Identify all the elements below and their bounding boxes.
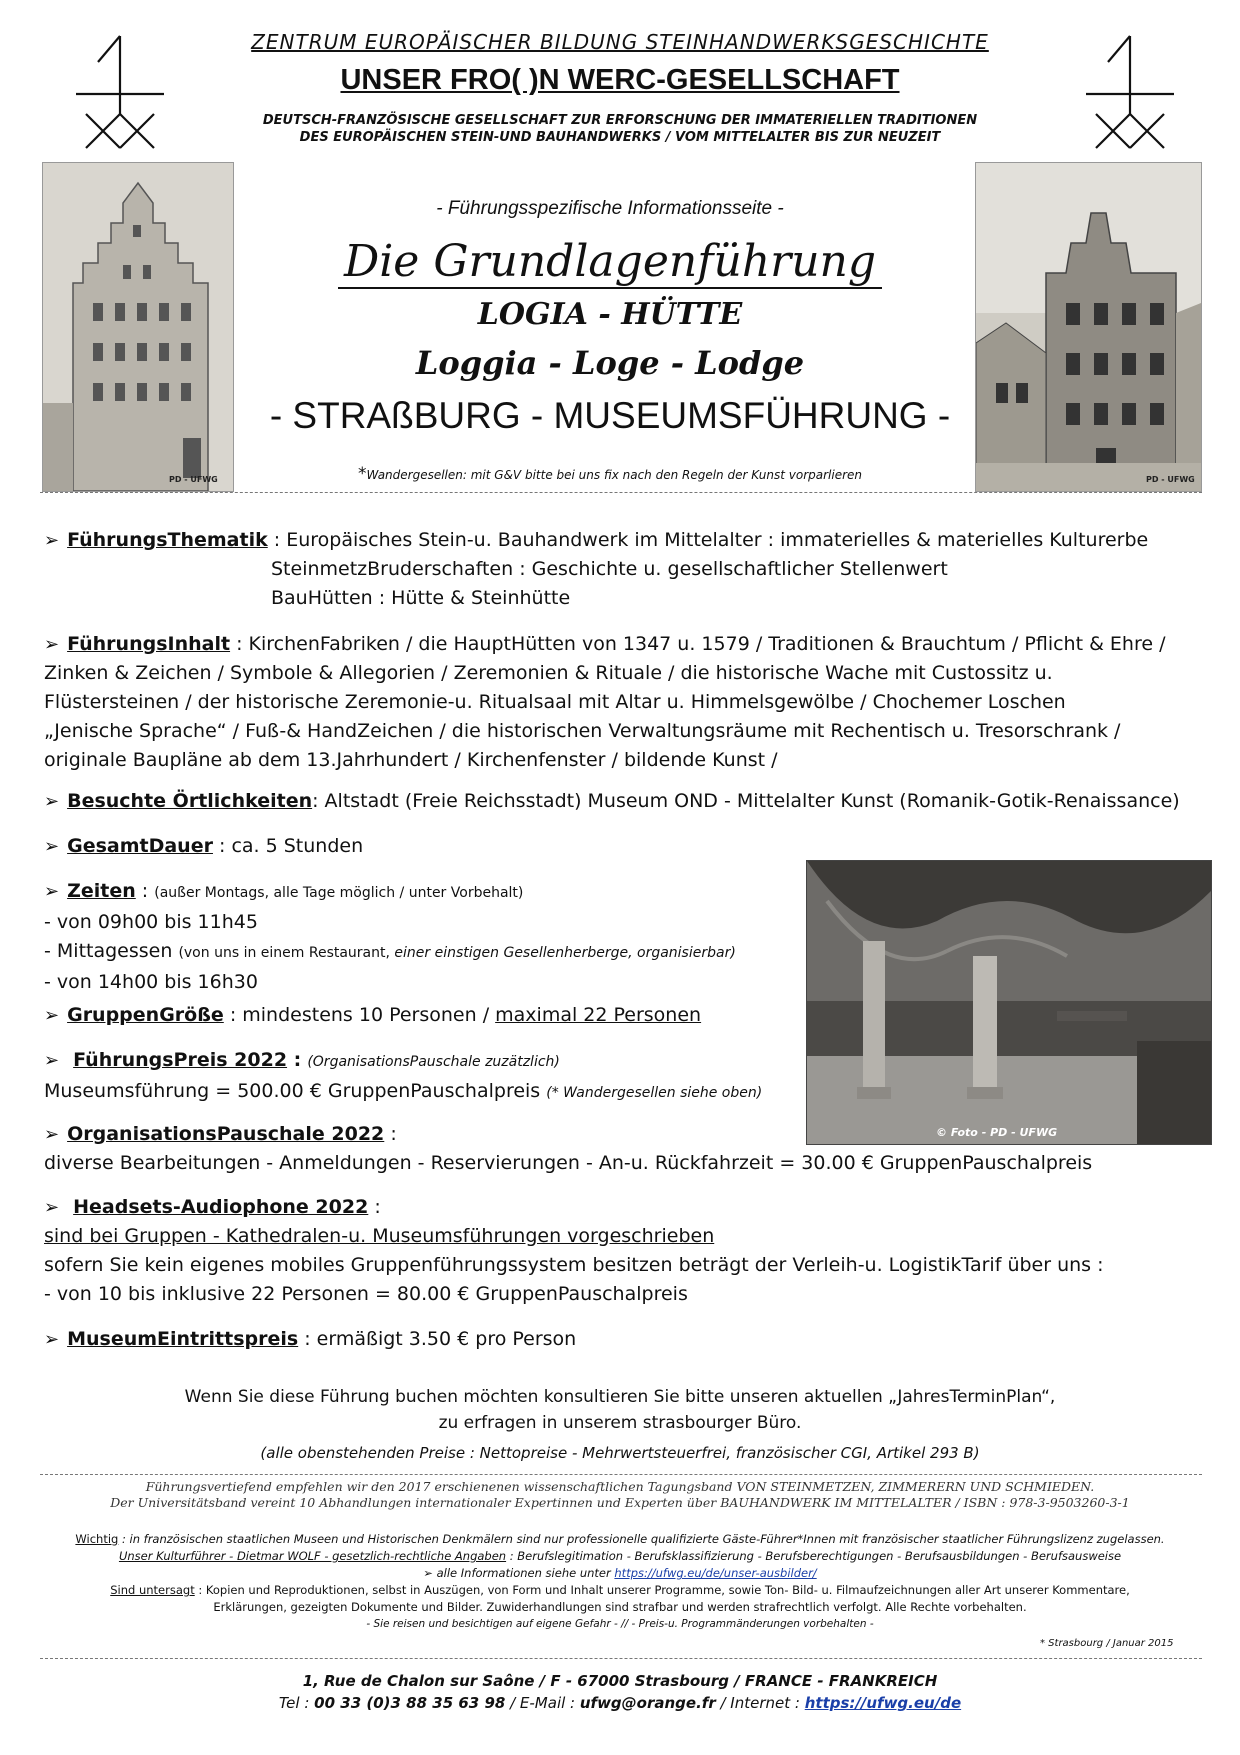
- tel-number[interactable]: 00 33 (0)3 88 35 63 98: [314, 1694, 506, 1712]
- gothic-hall-photo: [806, 860, 1212, 1145]
- pauschale-line: diverse Bearbeitungen - Anmeldungen - Reservierungen - An-u. Rückfahrzeit = 30.00 € GruppenPauschalpreis: [44, 1152, 1093, 1174]
- eintritt-text: : ermäßigt 3.50 € pro Person: [298, 1328, 577, 1350]
- thematik-label: FührungsThematik: [67, 529, 268, 551]
- preis-line: Museumsführung = 500.00 € GruppenPauschalpreis: [44, 1080, 547, 1102]
- book-recommendation-line2: Der Universitätsband vereint 10 Abhandlungen internationaler Expertinnen und Experten über BAUHANDWERK IM MITTELALTER / ISBN : 978-3-9503260-3-1: [110, 1495, 1130, 1510]
- wander-star: *: [357, 464, 367, 484]
- email-label: / E-Mail :: [505, 1694, 580, 1712]
- preis-line-note: (* Wandergesellen siehe oben): [546, 1085, 763, 1101]
- arrow-icon: ➢: [44, 1124, 60, 1145]
- booking-info: [100, 1384, 1140, 1436]
- arrow-icon: ➢: [44, 634, 60, 655]
- org-name-line: ZENTRUM EUROPÄISCHER BILDUNG STEINHANDWERKSGESCHICHTE: [251, 30, 989, 54]
- zeiten-line2b: (von uns in einem Restaurant,: [178, 945, 395, 961]
- zeiten-line1: - von 09h00 bis 11h45: [44, 911, 258, 933]
- arrow-icon: ➢: [44, 530, 60, 551]
- internet-label: / Internet :: [715, 1694, 805, 1712]
- book-recommendation: [60, 1479, 1180, 1511]
- zeiten-note: (außer Montags, alle Tage möglich / unter Vorbehalt): [154, 885, 524, 901]
- arrow-icon: ➢: [44, 791, 60, 812]
- arrow-icon: ➢: [44, 1329, 60, 1350]
- email-address[interactable]: ufwg@orange.fr: [579, 1694, 716, 1712]
- groesse-max: maximal 22 Personen: [495, 1004, 702, 1026]
- eintritt-label: MuseumEintrittspreis: [67, 1328, 299, 1350]
- kulturfuehrer-label: Unser Kulturführer - Dietmar WOLF - gesetzlich-rechtliche Angaben: [118, 1549, 507, 1563]
- section-dauer: [44, 832, 744, 861]
- thematik-line1: : Europäisches Stein-u. Bauhandwerk im Mittelalter : immaterielles & materielles Kulturerbe: [267, 529, 1149, 551]
- wander-text: Wandergesellen: mit G&V bitte bei uns fix nach den Regeln der Kunst vorparlieren: [366, 468, 863, 482]
- untersagt-text2: Erklärungen, gezeigten Dokumente und Bilder. Zuwiderhandlungen sind strafbar und werden strafrechtlich verfolgt. Alle Rechte vorbehalten.: [213, 1600, 1027, 1614]
- address-line: 1, Rue de Chalon sur Saône / F - 67000 Strasbourg / FRANCE - FRANKREICH: [302, 1672, 938, 1690]
- divider-top: [40, 492, 1202, 493]
- arrow-icon: ➢: [44, 836, 60, 857]
- groesse-text: : mindestens 10 Personen /: [223, 1004, 496, 1026]
- section-thematik: [44, 526, 1214, 613]
- untersagt-label: Sind untersagt: [110, 1583, 195, 1597]
- inhalt-line5: originale Baupläne ab dem 13.Jahrhundert / Kirchenfenster / bildende Kunst /: [44, 749, 778, 771]
- headsets-line1: sind bei Gruppen - Kathedralen-u. Museumsführungen vorgeschrieben: [44, 1225, 715, 1247]
- booking-line2: zu erfragen in unserem strasbourger Büro.: [438, 1413, 802, 1433]
- page-title-text: Die Grundlagenführung: [338, 236, 882, 289]
- eigene-gefahr: - Sie reisen und besichtigen auf eigene Gefahr - // - Preis-u. Programmänderungen vorbehalten -: [366, 1618, 874, 1630]
- section-groesse: [44, 1001, 794, 1030]
- legal-notice: [60, 1531, 1180, 1633]
- dauer-text: : ca. 5 Stunden: [212, 835, 364, 857]
- inhalt-line4: „Jenische Sprache“ / Fuß-& HandZeichen / die historischen Verwaltungsräume mit Rechentisch u. Tresorschrank /: [44, 720, 1121, 742]
- society-description-line2: DES EUROPÄISCHEN STEIN-UND BAUHANDWERKS / VOM MITTELALTER BIS ZUR NEUZEIT: [299, 130, 941, 145]
- wandergesellen-note: [260, 464, 960, 484]
- thematik-line3: BauHütten : Hütte & Steinhütte: [271, 587, 571, 609]
- preis-colon: :: [287, 1049, 302, 1071]
- divider-middle: [40, 1474, 1202, 1475]
- info-text: alle Informationen siehe unter: [436, 1566, 615, 1580]
- book-recommendation-line1: Führungsvertiefend empfehlen wir den 2017 erschienenen wissenschaftlichen Tagungsband VON STEINMETZEN, ZIMMERERN UND SCHMIEDEN.: [145, 1479, 1095, 1494]
- page-subtitle: - Führungsspezifische Informationsseite -: [436, 198, 784, 219]
- oertlichkeiten-label: Besuchte Örtlichkeiten: [67, 790, 313, 812]
- page-title: [260, 236, 960, 287]
- oertlichkeiten-text: : Altstadt (Freie Reichsstadt) Museum OND - Mittelalter Kunst (Romanik-Gotik-Renaissance): [312, 790, 1180, 812]
- headsets-label: Headsets-Audiophone 2022: [73, 1196, 369, 1218]
- section-headsets: [44, 1193, 1214, 1309]
- arrow-icon: ➢: [44, 881, 60, 902]
- groesse-label: GruppenGröße: [67, 1004, 224, 1026]
- wichtig-text: : in französischen staatlichen Museen und Historischen Denkmälern sind nur professionelle qualifizierte Gäste-Führer*Innen mit französischer staatlicher Führungslizenz zugelassen.: [118, 1532, 1165, 1546]
- contact-address: [60, 1670, 1180, 1714]
- section-eintritt: [44, 1325, 1214, 1354]
- inhalt-line1: : KirchenFabriken / die HauptHütten von 1347 u. 1579 / Traditionen & Brauchtum / Pflicht & Ehre /: [230, 633, 1166, 655]
- building-photo-left: [42, 162, 234, 492]
- tel-label: Tel :: [278, 1694, 315, 1712]
- booking-line1: Wenn Sie diese Führung buchen möchten konsultieren Sie bitte unseren aktuellen „JahresTerminPlan“,: [184, 1387, 1056, 1407]
- society-name: UNSER FRO( )N WERC-GESELLSCHAFT: [340, 64, 900, 96]
- mason-mark-logo-left: [76, 32, 164, 150]
- headsets-line2: sofern Sie kein eigenes mobiles Gruppenführungssystem besitzen beträgt der Verleih-u. LogistikTarif über uns :: [44, 1254, 1104, 1276]
- society-description-line1: DEUTSCH-FRANZÖSISCHE GESELLSCHAFT ZUR ERFORSCHUNG DER IMMATERIELLEN TRADITIONEN: [262, 113, 978, 128]
- inhalt-line2: Zinken & Zeichen / Symbole & Allegorien / Zeremonien & Rituale / die historische Wache mit Custossitz u.: [44, 662, 1053, 684]
- arrow-icon: ➢: [44, 1005, 60, 1026]
- document-date: * Strasbourg / Januar 2015: [1040, 1638, 1174, 1649]
- arrow-icon: ➢: [423, 1566, 437, 1580]
- dauer-label: GesamtDauer: [67, 835, 213, 857]
- preis-note: (OrganisationsPauschale zuzätzlich): [307, 1054, 560, 1070]
- pauschale-colon: :: [384, 1123, 397, 1145]
- society-description: [160, 112, 1080, 146]
- image-caption-right: PD - UFWG: [1146, 475, 1195, 484]
- section-zeiten: ➢ Zeiten : (außer Montags, alle Tage möglich / unter Vorbehalt) - von 09h00 bis 11h45 - Mittagessen (von uns in einem Restaurant, einer einstigen Gesellenherberge, organisierbar) - von 14h00 bis 16h30: [44, 877, 804, 997]
- ausbilder-link[interactable]: https://ufwg.eu/de/unser-ausbilder/: [614, 1566, 817, 1580]
- price-note: (alle obenstehenden Preise : Nettopreise - Mehrwertsteuerfrei, französischer CGI, Artikel 293 B): [260, 1444, 980, 1462]
- website-link[interactable]: https://ufwg.eu/de: [804, 1694, 962, 1712]
- section-inhalt: [44, 630, 1214, 775]
- inhalt-label: FührungsInhalt: [67, 633, 231, 655]
- image-caption-left: PD - UFWG: [169, 475, 218, 484]
- zeiten-line3: - von 14h00 bis 16h30: [44, 971, 258, 993]
- kulturfuehrer-text: : Berufslegitimation - Berufsklassifizierung - Berufsberechtigungen - Berufsausbildungen - Berufsausweise: [506, 1549, 1122, 1563]
- untersagt-text1: : Kopien und Reproduktionen, selbst in Auszügen, von Form und Inhalt unserer Programme, sowie Ton- Bild- u. Filmaufzeichnungen aller Art unserer Kommentare,: [194, 1583, 1130, 1597]
- zeiten-label: Zeiten: [67, 880, 136, 902]
- arrow-icon: ➢: [44, 1197, 60, 1218]
- pauschale-label: OrganisationsPauschale 2022: [67, 1123, 385, 1145]
- section-oertlichkeiten: [44, 787, 1214, 816]
- inhalt-line3: Flüstersteinen / der historische Zeremonie-u. Ritualsaal mit Altar u. Himmelsgewölbe / Chochemer Loschen: [44, 691, 1066, 713]
- thematik-line2: SteinmetzBruderschaften : Geschichte u. gesellschaftlicher Stellenwert: [271, 558, 948, 580]
- tour-type-heading: - STRAßBURG - MUSEUMSFÜHRUNG -: [269, 395, 951, 436]
- logia-heading: LOGIA - HÜTTE: [477, 297, 743, 332]
- mason-mark-logo-right: [1086, 32, 1174, 150]
- wichtig-label: Wichtig: [75, 1532, 119, 1546]
- arrow-icon: ➢: [44, 1050, 60, 1071]
- divider-bottom: [40, 1658, 1202, 1659]
- headsets-line3: - von 10 bis inklusive 22 Personen = 80.00 € GruppenPauschalpreis: [44, 1283, 688, 1305]
- zeiten-line2c: einer einstigen Gesellenherberge, organisierbar): [394, 945, 736, 961]
- headsets-colon: :: [368, 1196, 381, 1218]
- loggia-heading: Loggia - Loge - Lodge: [415, 344, 805, 382]
- photo-credit: © Foto - PD - UFWG: [936, 1126, 1058, 1139]
- zeiten-line2a: - Mittagessen: [44, 940, 179, 962]
- section-preis: [44, 1046, 804, 1108]
- preis-label: FührungsPreis 2022: [73, 1049, 288, 1071]
- building-photo-right: [975, 162, 1202, 492]
